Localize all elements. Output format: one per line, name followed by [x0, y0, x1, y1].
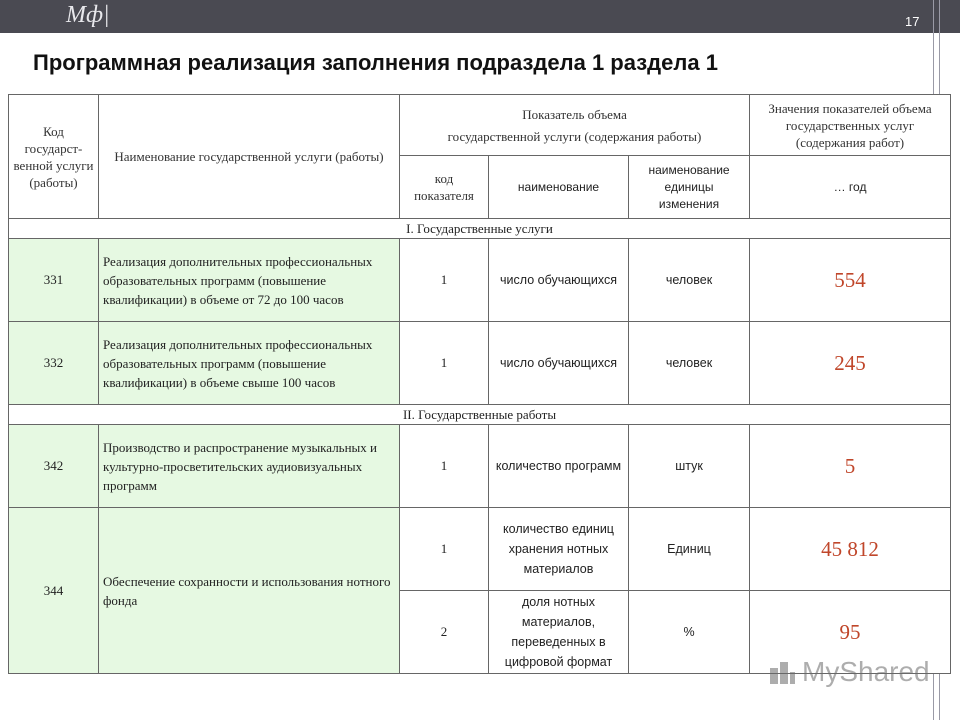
row-value: 95 — [750, 591, 951, 674]
header-values: Значения показателей объема государственных услуг (содержания работ) — [750, 95, 951, 156]
header-code: Код государст-венной услуги (работы) — [9, 95, 99, 219]
row-indicator-name: количество программ — [489, 425, 629, 508]
row-indicator-name: доля нотных материалов, переведенных в цифровой формат — [489, 591, 629, 674]
table-row — [9, 425, 951, 508]
watermark-icon — [768, 658, 796, 686]
data-table — [8, 94, 951, 674]
header-indicator-name: наименование — [489, 156, 629, 219]
header-year: … год — [750, 156, 951, 219]
header-indicator-unit: наименование единицы изменения — [629, 156, 750, 219]
header-name: Наименование государственной услуги (работы) — [99, 95, 400, 219]
header-indicator-line2: государственной услуги (содержания работы) — [447, 128, 702, 144]
row-name: Реализация дополнительных профессиональных образовательных программ (повышение квалификации) в объеме от 72 до 100 часов — [99, 239, 400, 322]
row-indicator-name: количество единиц хранения нотных материалов — [489, 508, 629, 591]
row-unit: % — [629, 591, 750, 674]
row-indicator-code: 1 — [400, 239, 489, 322]
row-value: 45 812 — [750, 508, 951, 591]
row-value: 245 — [750, 322, 951, 405]
row-code: 344 — [9, 508, 99, 674]
row-indicator-code: 1 — [400, 425, 489, 508]
row-code: 331 — [9, 239, 99, 322]
table-row — [9, 322, 951, 405]
row-indicator-name: число обучающихся — [489, 239, 629, 322]
table-row — [9, 508, 951, 591]
row-value: 5 — [750, 425, 951, 508]
row-unit: человек — [629, 322, 750, 405]
row-unit: Единиц — [629, 508, 750, 591]
row-name: Производство и распространение музыкальных и культурно-просветительских аудиовизуальных программ — [99, 425, 400, 508]
row-indicator-code: 2 — [400, 591, 489, 674]
slide-number: 17 — [905, 14, 920, 29]
row-indicator-name: число обучающихся — [489, 322, 629, 405]
row-indicator-code: 1 — [400, 508, 489, 591]
row-code: 332 — [9, 322, 99, 405]
page-title: Программная реализация заполнения подраздела 1 раздела 1 — [33, 50, 718, 75]
row-value: 554 — [750, 239, 951, 322]
table-row — [9, 239, 951, 322]
watermark-text: MyShared — [802, 656, 930, 687]
header-indicator-code: код показателя — [400, 156, 489, 219]
row-indicator-code: 1 — [400, 322, 489, 405]
header-indicator-line1: Показатель объема — [522, 106, 627, 122]
header-indicator — [400, 95, 750, 156]
row-unit: штук — [629, 425, 750, 508]
row-name: Реализация дополнительных профессиональных образовательных программ (повышение квалификации) в объеме свыше 100 часов — [99, 322, 400, 405]
row-code: 342 — [9, 425, 99, 508]
row-unit: человек — [629, 239, 750, 322]
section-works: II. Государственные работы — [9, 405, 951, 425]
logo: Мф| — [66, 2, 110, 28]
row-name: Обеспечение сохранности и использования нотного фонда — [99, 508, 400, 674]
top-bar — [0, 0, 960, 33]
section-services: I. Государственные услуги — [9, 219, 951, 239]
